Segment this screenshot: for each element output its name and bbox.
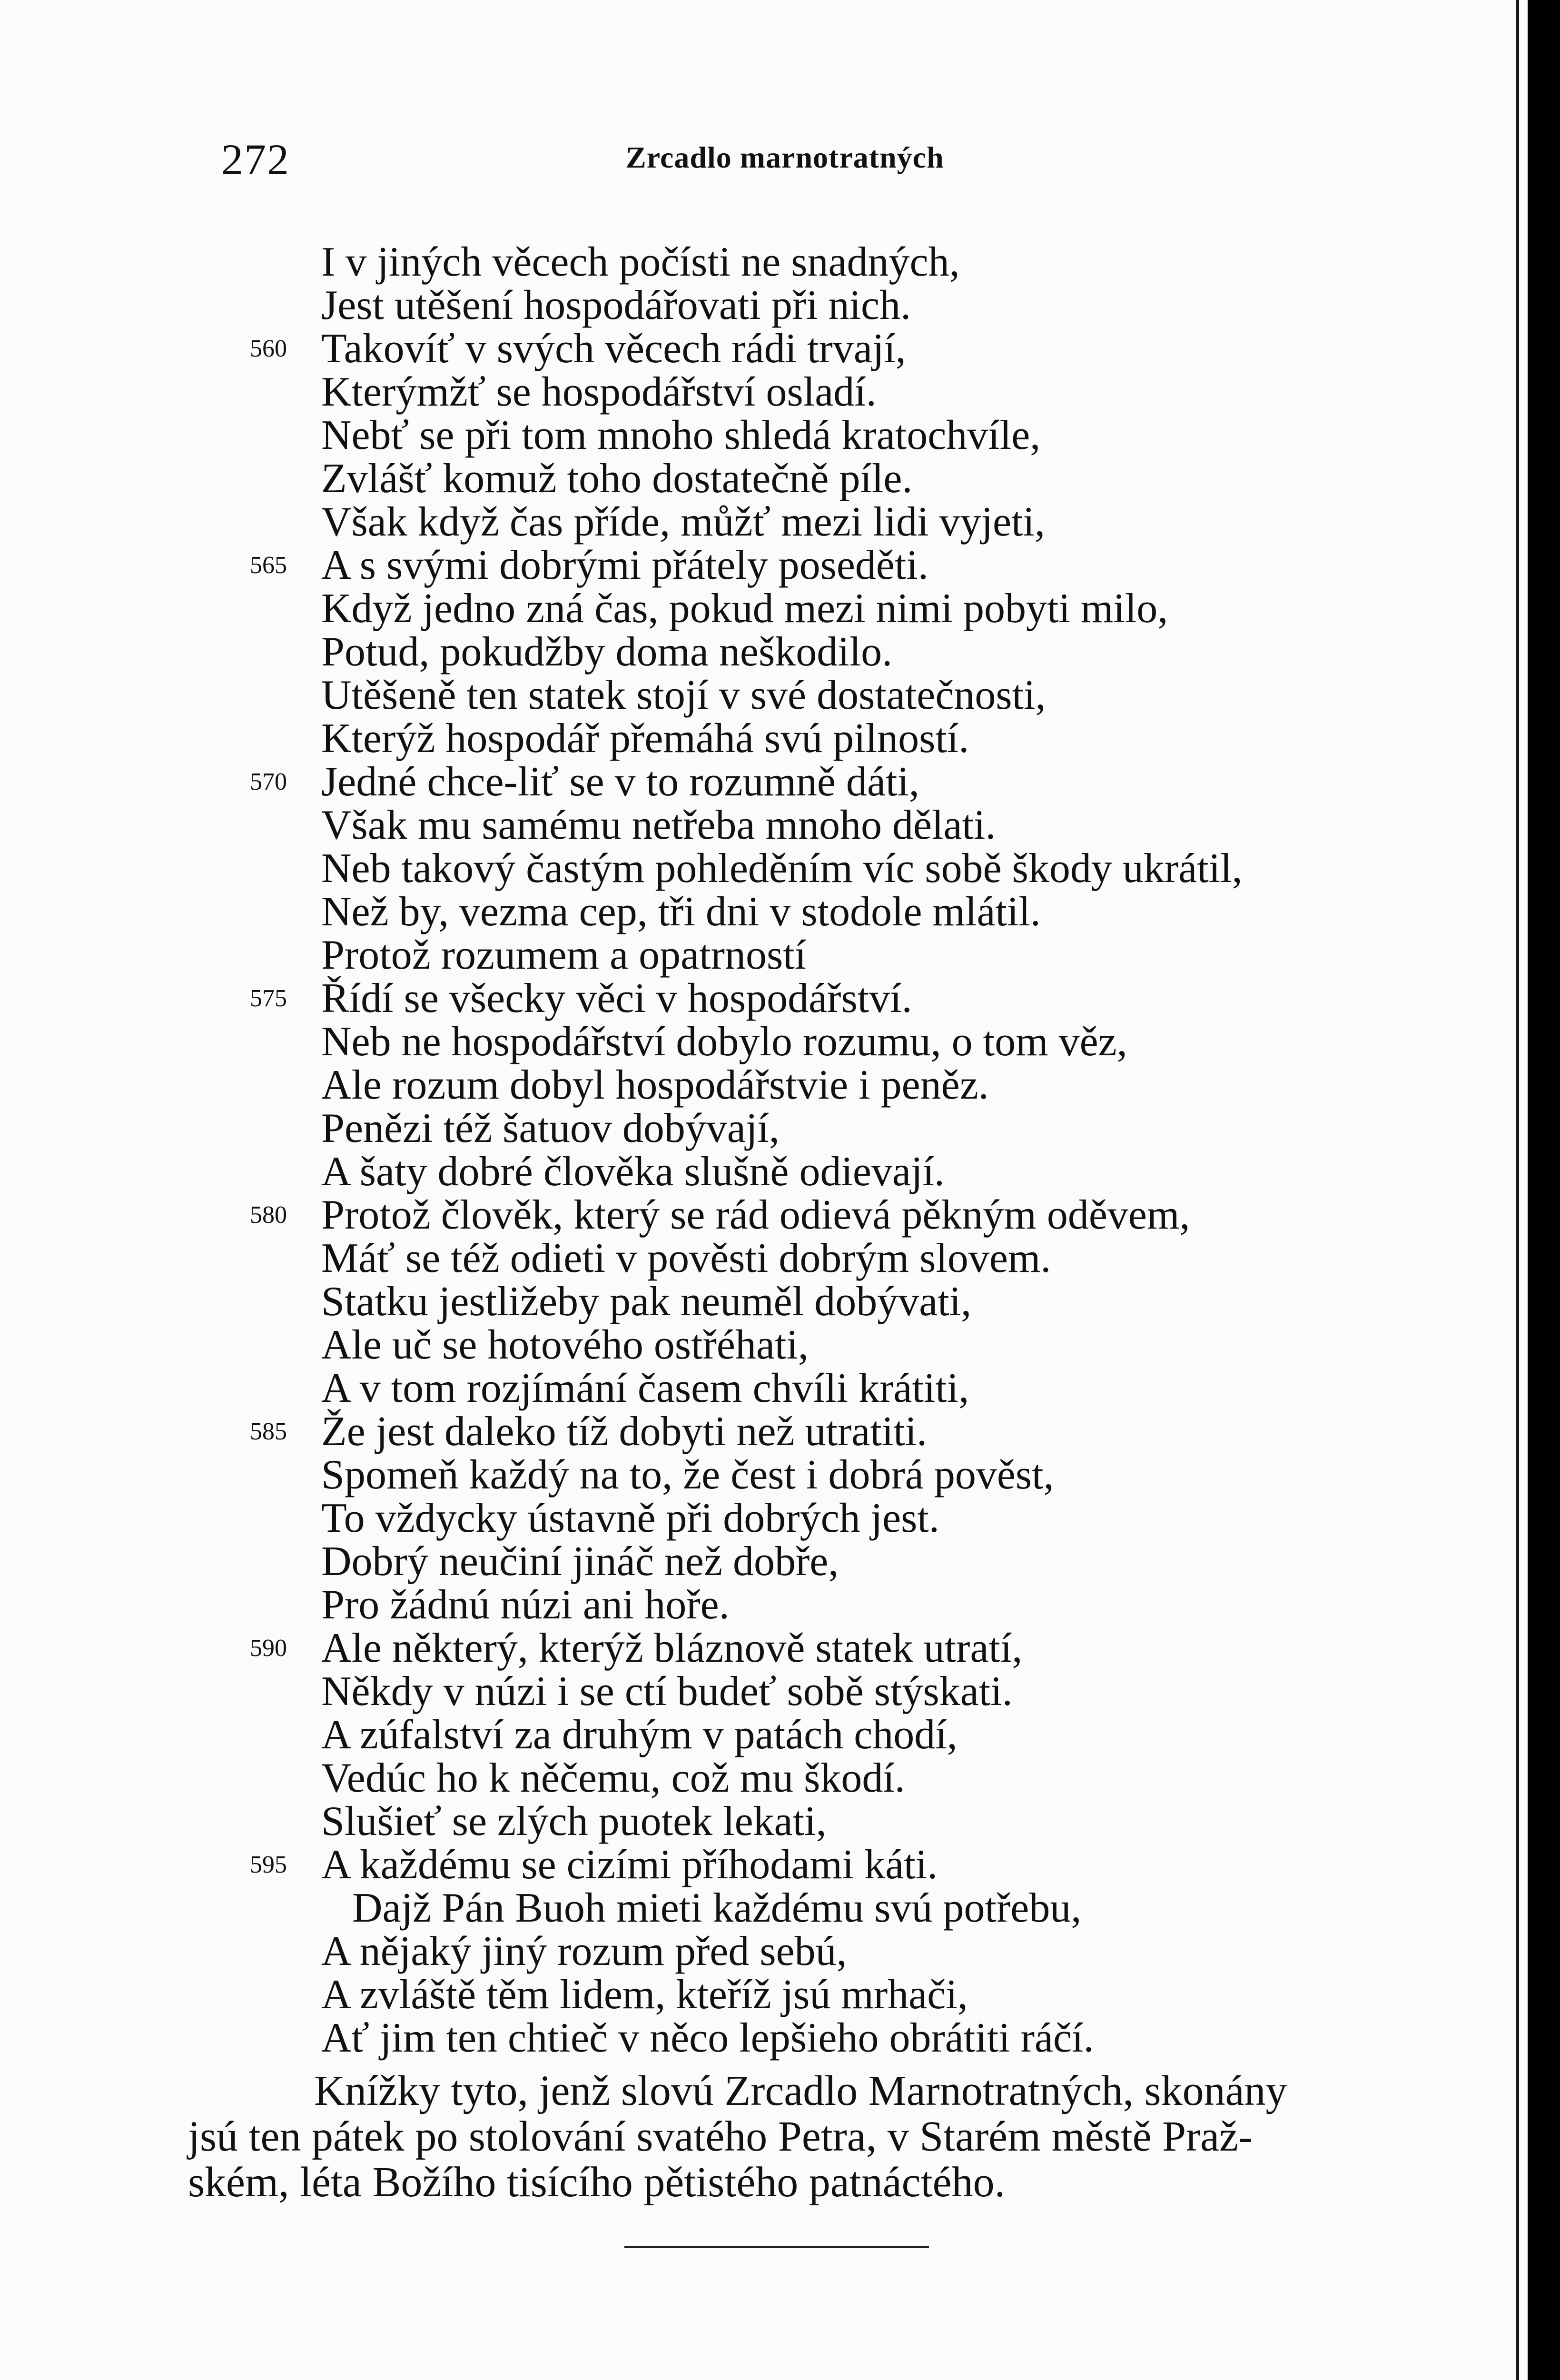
line-number: 570: [250, 768, 287, 795]
verse-text: Řídí se všecky věci v hospodářství.: [321, 975, 912, 1021]
verse-line: [250, 544, 1392, 587]
verse-line: [250, 1886, 1392, 1930]
colophon-line: jsú ten pátek po stolování svatého Petra, v Starém městě Praž-: [188, 2113, 1253, 2160]
verse-line: [250, 587, 1392, 630]
verse-line: [250, 1583, 1392, 1626]
verse-line: [250, 630, 1392, 674]
verse-line: [250, 1843, 1392, 1886]
page-edge-line: [1516, 0, 1519, 2380]
verse-text: Dobrý neučiní jináč než dobře,: [321, 1538, 839, 1585]
verse-line: [250, 803, 1392, 847]
verse-text: Než by, vezma cep, tři dni v stodole mlátil.: [321, 889, 1041, 935]
verse-text: A zúfalství za druhým v patách chodí,: [321, 1712, 958, 1758]
verse-line: [250, 370, 1392, 414]
verse-text: Když jedno zná čas, pokud mezi nimi pobyti milo,: [321, 585, 1168, 632]
verse-text: Kterýž hospodář přemáhá svú pilností.: [321, 715, 969, 762]
poem-text: [250, 240, 1392, 2060]
verse-text: Jest utěšení hospodářovati při nich.: [321, 282, 911, 328]
line-number: 565: [250, 552, 287, 579]
colophon-line: Knížky tyto, jenž slovú Zrcadlo Marnotratných, skonány: [314, 2067, 1287, 2114]
verse-line: [250, 1020, 1392, 1063]
verse-text: A s svými dobrými přátely poseděti.: [321, 542, 928, 588]
verse-text: Máť se též odieti v pověsti dobrým slovem.: [321, 1235, 1051, 1281]
verse-text: Ať jim ten chtieč v něco lepšieho obrátiti ráčí.: [321, 2015, 1094, 2061]
verse-line: [250, 1713, 1392, 1756]
verse-line: [250, 1670, 1392, 1713]
verse-line: [250, 933, 1392, 977]
line-number: 560: [250, 335, 287, 362]
verse-line: [250, 500, 1392, 544]
verse-text: Kterýmžť se hospodářství osladí.: [321, 369, 877, 415]
verse-line: [250, 1800, 1392, 1843]
verse-line: [250, 1150, 1392, 1193]
verse-line: [250, 1237, 1392, 1280]
verse-line: [250, 1280, 1392, 1323]
verse-text: A v tom rozjímání časem chvíli krátiti,: [321, 1365, 969, 1411]
verse-line: [250, 284, 1392, 327]
verse-line: [250, 1540, 1392, 1583]
verse-text: Však když čas příde, můžť mezi lidi vyjeti,: [321, 499, 1045, 545]
verse-text: A nějaký jiný rozum před sebú,: [321, 1928, 847, 1974]
verse-line: [250, 890, 1392, 933]
scan-border: [1528, 0, 1560, 2380]
verse-line: [250, 1453, 1392, 1497]
verse-line: [250, 1497, 1392, 1540]
verse-text: Ale uč se hotového ostřéhati,: [321, 1322, 809, 1368]
verse-text: Že jest daleko tíž dobyti než utratiti.: [321, 1408, 928, 1455]
page-header: [221, 134, 1392, 191]
verse-text: A zvláště těm lidem, kteříž jsú mrhači,: [321, 1972, 968, 2018]
verse-text: Pro žádnú núzi ani hoře.: [321, 1582, 730, 1628]
verse-text: Takovíť v svých věcech rádi trvají,: [321, 326, 906, 372]
verse-line: [250, 414, 1392, 457]
verse-text: Statku jestližeby pak neuměl dobývati,: [321, 1279, 972, 1325]
verse-text: Spomeň každý na to, že čest i dobrá pověst,: [321, 1452, 1054, 1498]
verse-text: Potud, pokudžby doma neškodilo.: [321, 629, 893, 675]
verse-line: [250, 1756, 1392, 1800]
verse-line: [250, 1063, 1392, 1107]
verse-text: Neb ne hospodářství dobylo rozumu, o tom věz,: [321, 1019, 1127, 1065]
verse-line: [250, 717, 1392, 760]
line-number: 595: [250, 1851, 287, 1878]
verse-text: Zvlášť komuž toho dostatečně píle.: [321, 456, 913, 502]
verse-text: Dajž Pán Buoh mieti každému svú potřebu,: [352, 1885, 1082, 1931]
verse-line: [250, 327, 1392, 370]
colophon: [188, 2068, 1349, 2205]
verse-text: Utěšeně ten statek stojí v své dostatečnosti,: [321, 672, 1046, 718]
verse-line: [250, 1367, 1392, 1410]
verse-text: Vedúc ho k něčemu, což mu škodí.: [321, 1755, 905, 1801]
verse-text: Protož člověk, který se rád odievá pěkným oděvem,: [321, 1192, 1190, 1238]
verse-line: [250, 1323, 1392, 1367]
verse-line: [250, 674, 1392, 717]
verse-text: Někdy v núzi i se ctí budeť sobě stýskati.: [321, 1668, 1013, 1715]
verse-line: [250, 847, 1392, 890]
line-number: 585: [250, 1418, 287, 1445]
verse-line: [250, 457, 1392, 500]
verse-line: [250, 1107, 1392, 1150]
page-number: 272: [221, 135, 290, 184]
verse-text: Jedné chce-liť se v to rozumně dáti,: [321, 759, 919, 805]
verse-line: [250, 760, 1392, 803]
verse-text: Neb takový častým pohleděním víc sobě škody ukrátil,: [321, 845, 1243, 892]
verse-text: To vždycky ústavně při dobrých jest.: [321, 1495, 939, 1541]
verse-line: [250, 1930, 1392, 1973]
verse-line: [250, 1626, 1392, 1670]
verse-text: Slušieť se zlých puotek lekati,: [321, 1798, 827, 1844]
verse-line: [250, 977, 1392, 1020]
closing-rule: [624, 2246, 929, 2248]
verse-line: [250, 1410, 1392, 1453]
verse-text: A šaty dobré člověka slušně odievají.: [321, 1149, 945, 1195]
verse-text: A každému se cizími příhodami káti.: [321, 1842, 938, 1888]
verse-text: I v jiných věcech počísti ne snadných,: [321, 239, 960, 285]
line-number: 590: [250, 1635, 287, 1662]
running-title: Zrcadlo marnotratných: [626, 140, 944, 174]
verse-text: Ale rozum dobyl hospodářstvie i peněz.: [321, 1062, 989, 1108]
verse-text: Protož rozumem a opatrností: [321, 932, 807, 978]
line-number: 580: [250, 1201, 287, 1229]
verse-line: [250, 240, 1392, 284]
verse-text: Však mu samému netřeba mnoho dělati.: [321, 802, 996, 848]
verse-text: Ale některý, kterýž bláznově statek utratí,: [321, 1625, 1023, 1671]
colophon-line: ském, léta Božího tisícího pětistého patnáctého.: [188, 2159, 1006, 2206]
line-number: 575: [250, 985, 287, 1012]
verse-text: Penězi též šatuov dobývají,: [321, 1105, 780, 1151]
verse-line: [250, 2016, 1392, 2060]
verse-text: Nebť se při tom mnoho shledá kratochvíle,: [321, 412, 1041, 458]
verse-line: [250, 1973, 1392, 2016]
verse-line: [250, 1193, 1392, 1237]
